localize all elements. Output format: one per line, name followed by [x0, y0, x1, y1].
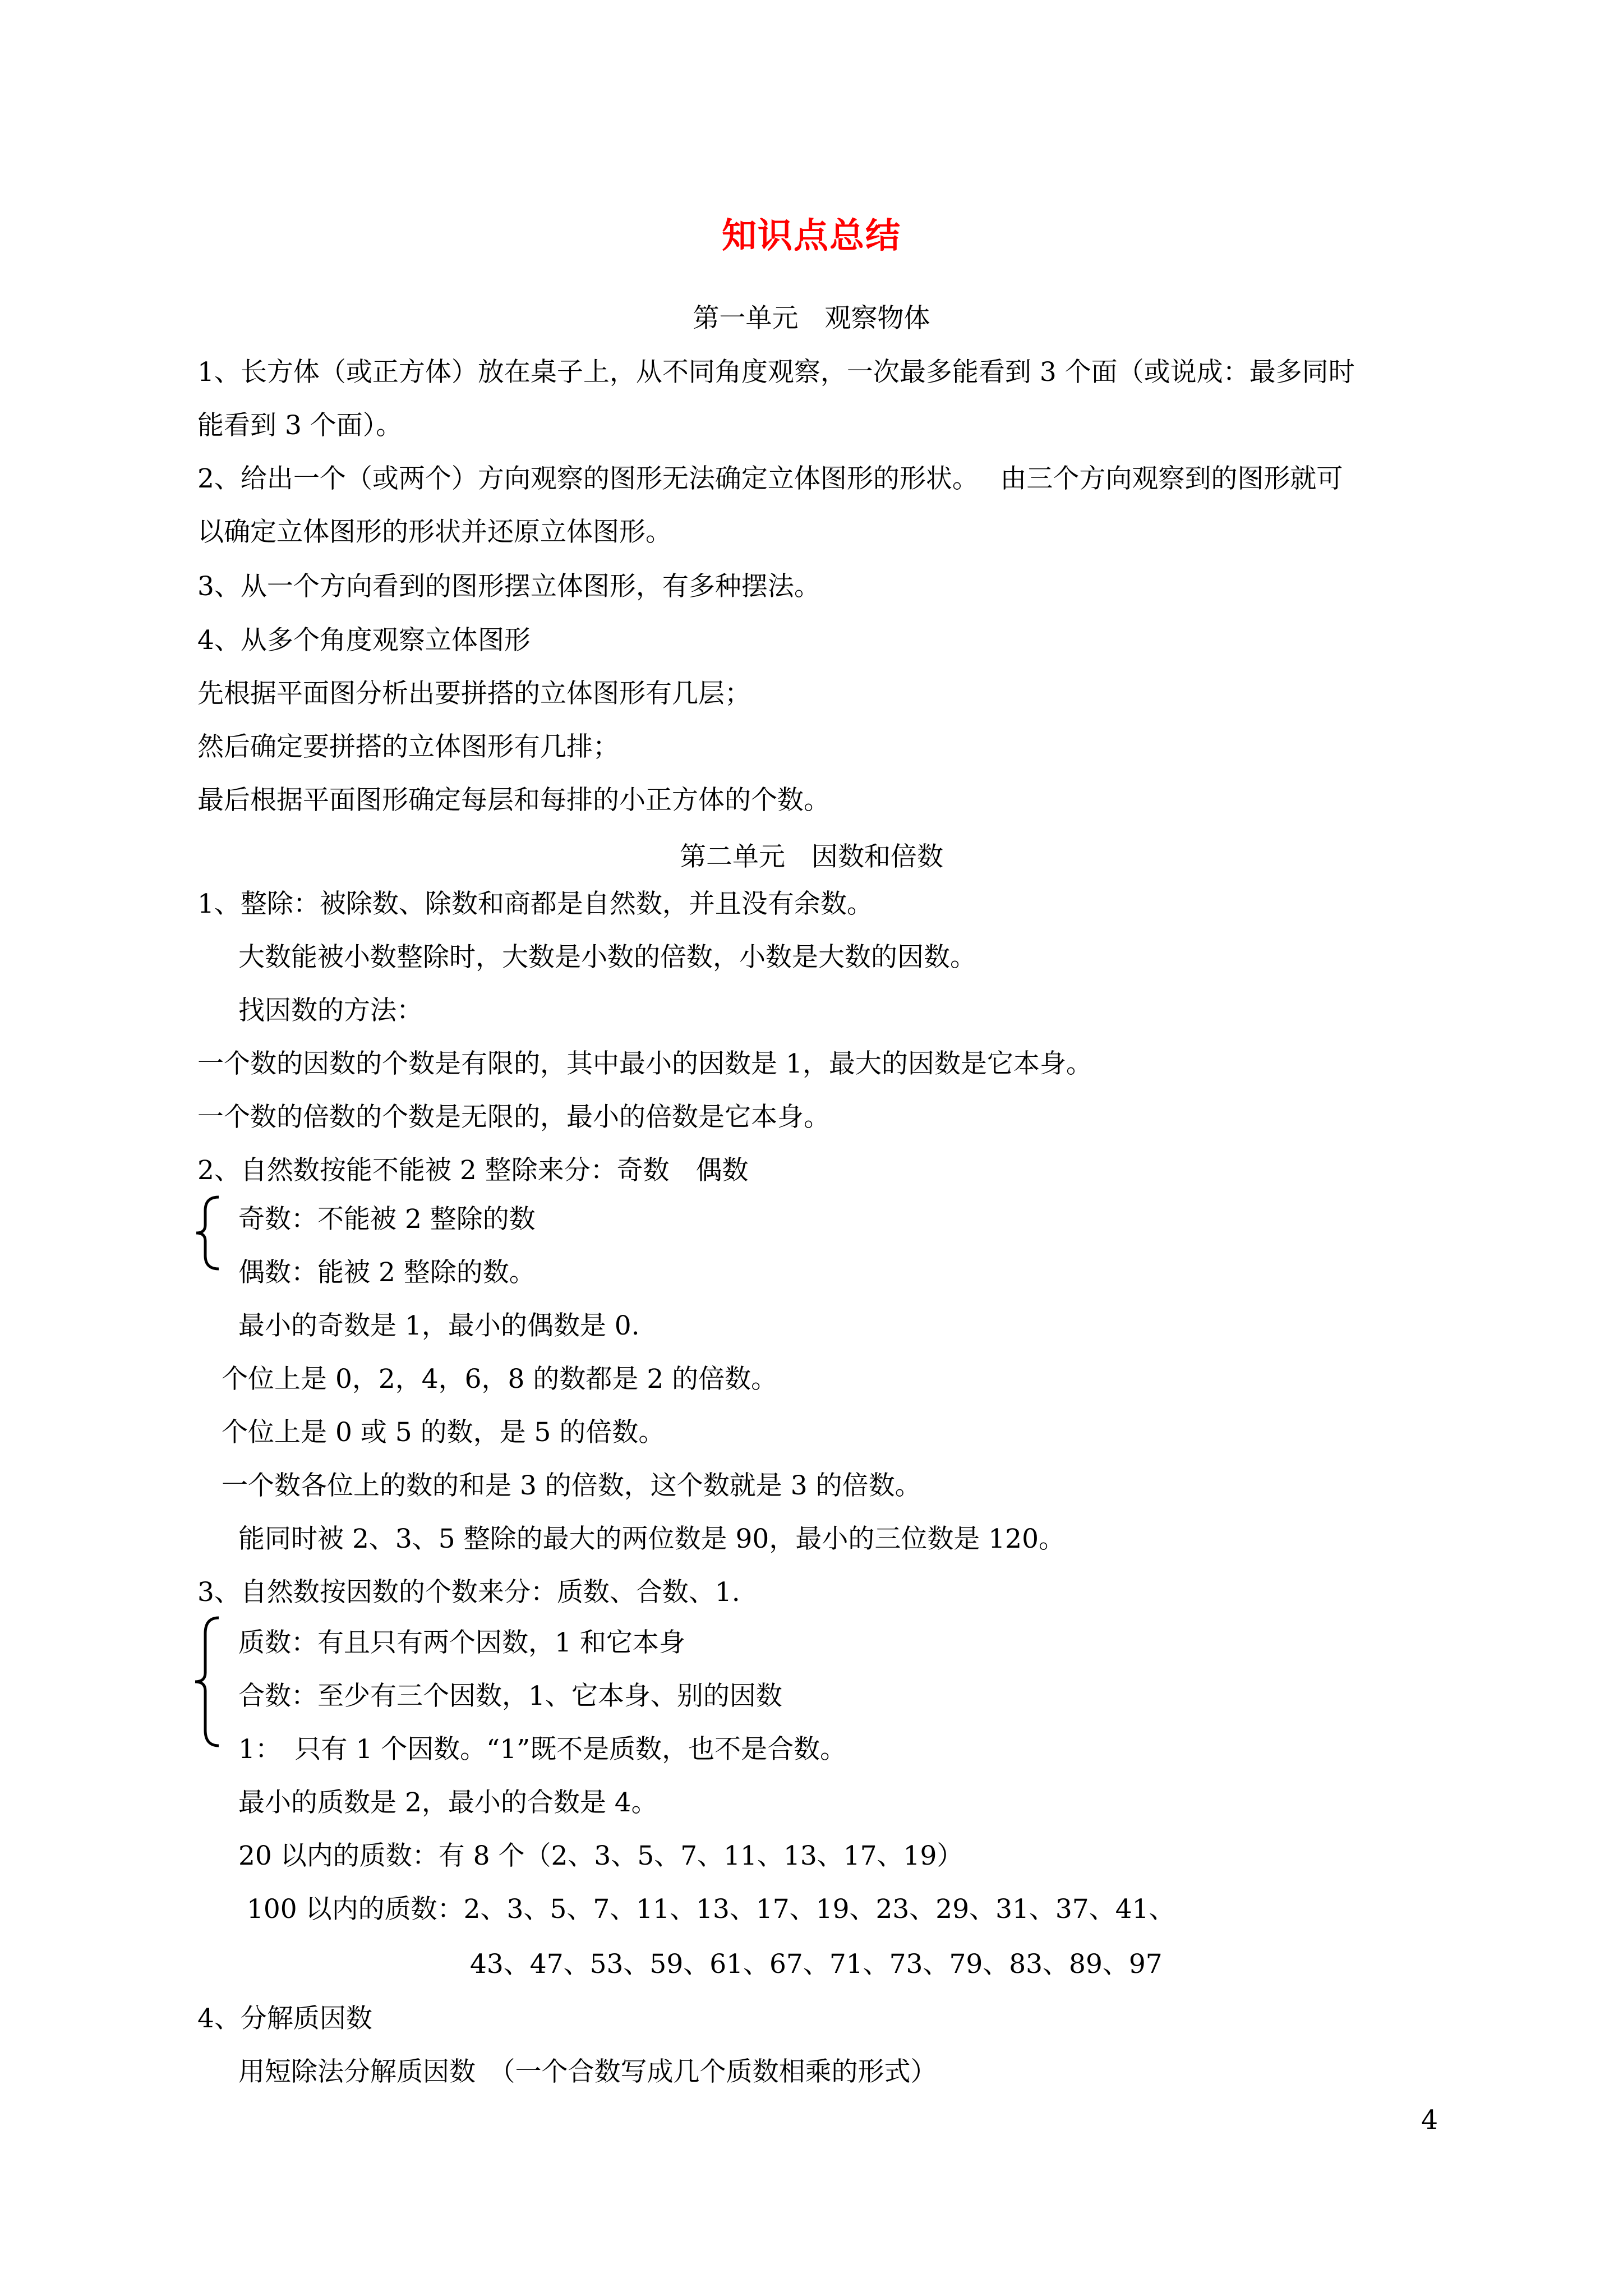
- unit2-line-15: 质数：有且只有两个因数，1 和它本身: [238, 1627, 685, 1658]
- unit2-line-20: 100 以内的质数：2、3、5、7、11、13、17、19、23、29、31、37、41、: [247, 1894, 1175, 1925]
- unit2-line-23: 用短除法分解质因数 （一个合数写成几个质数相乘的形式）: [238, 2056, 937, 2087]
- unit2-line-13: 能同时被 2、3、5 整除的最大的两位数是 90，最小的三位数是 120。: [238, 1524, 1065, 1554]
- unit1-line-7: 先根据平面图分析出要拼搭的立体图形有几层；: [197, 678, 751, 709]
- page-number: 4: [1421, 2105, 1438, 2136]
- brace-odd-even: [190, 1194, 223, 1272]
- unit1-line-5: 3、从一个方向看到的图形摆立体图形，有多种摆法。: [197, 571, 820, 602]
- unit1-line-9: 最后根据平面图形确定每层和每排的小正方体的个数。: [197, 785, 830, 816]
- unit2-line-5: 一个数的倍数的个数是无限的，最小的倍数是它本身。: [197, 1102, 830, 1133]
- unit2-line-22: 4、分解质因数: [197, 2003, 372, 2034]
- unit1-line-6: 4、从多个角度观察立体图形: [197, 625, 531, 656]
- unit2-line-18: 最小的质数是 2，最小的合数是 4。: [238, 1787, 658, 1818]
- unit1-line-2: 能看到 3 个面）。: [197, 410, 403, 441]
- unit2-line-11: 个位上是 0 或 5 的数，是 5 的倍数。: [222, 1417, 665, 1448]
- page-title: 知识点总结: [721, 215, 901, 256]
- unit2-line-6: 2、自然数按能不能被 2 整除来分：奇数 偶数: [197, 1155, 749, 1186]
- unit2-line-17: 1： 只有 1 个因数。“1”既不是质数，也不是合数。: [238, 1734, 847, 1765]
- unit2-heading: 第二单元 因数和倍数: [680, 841, 943, 872]
- unit2-line-14: 3、自然数按因数的个数来分：质数、合数、1.: [197, 1577, 740, 1608]
- unit2-line-8: 偶数：能被 2 整除的数。: [238, 1257, 536, 1288]
- unit2-line-4: 一个数的因数的个数是有限的，其中最小的因数是 1，最大的因数是它本身。: [197, 1048, 1092, 1079]
- unit2-line-7: 奇数：不能被 2 整除的数: [238, 1204, 536, 1235]
- unit1-line-4: 以确定立体图形的形状并还原立体图形。: [197, 517, 672, 547]
- unit1-line-8: 然后确定要拼搭的立体图形有几排；: [197, 731, 619, 762]
- unit2-line-3: 找因数的方法：: [238, 995, 423, 1026]
- unit1-line-1: 1、长方体（或正方体）放在桌子上，从不同角度观察，一次最多能看到 3 个面（或说成：最多同时: [197, 357, 1355, 388]
- unit2-line-19: 20 以内的质数：有 8 个（2、3、5、7、11、13、17、19）: [238, 1841, 963, 1871]
- unit1-line-3: 2、给出一个（或两个）方向观察的图形无法确定立体图形的形状。 由三个方向观察到的图形就可: [197, 463, 1343, 494]
- unit1-heading: 第一单元 观察物体: [693, 303, 930, 334]
- unit2-line-2: 大数能被小数整除时，大数是小数的倍数，小数是大数的因数。: [238, 942, 976, 973]
- unit2-line-10: 个位上是 0，2，4，6，8 的数都是 2 的倍数。: [222, 1364, 778, 1395]
- brace-prime-composite: [190, 1614, 223, 1749]
- unit2-line-21: 43、47、53、59、61、67、71、73、79、83、89、97: [470, 1949, 1163, 1980]
- unit2-line-1: 1、整除：被除数、除数和商都是自然数，并且没有余数。: [197, 889, 873, 919]
- unit2-line-16: 合数：至少有三个因数，1、它本身、别的因数: [238, 1681, 782, 1711]
- unit2-line-12: 一个数各位上的数的和是 3 的倍数，这个数就是 3 的倍数。: [222, 1470, 921, 1501]
- unit2-line-9: 最小的奇数是 1，最小的偶数是 0.: [238, 1310, 640, 1341]
